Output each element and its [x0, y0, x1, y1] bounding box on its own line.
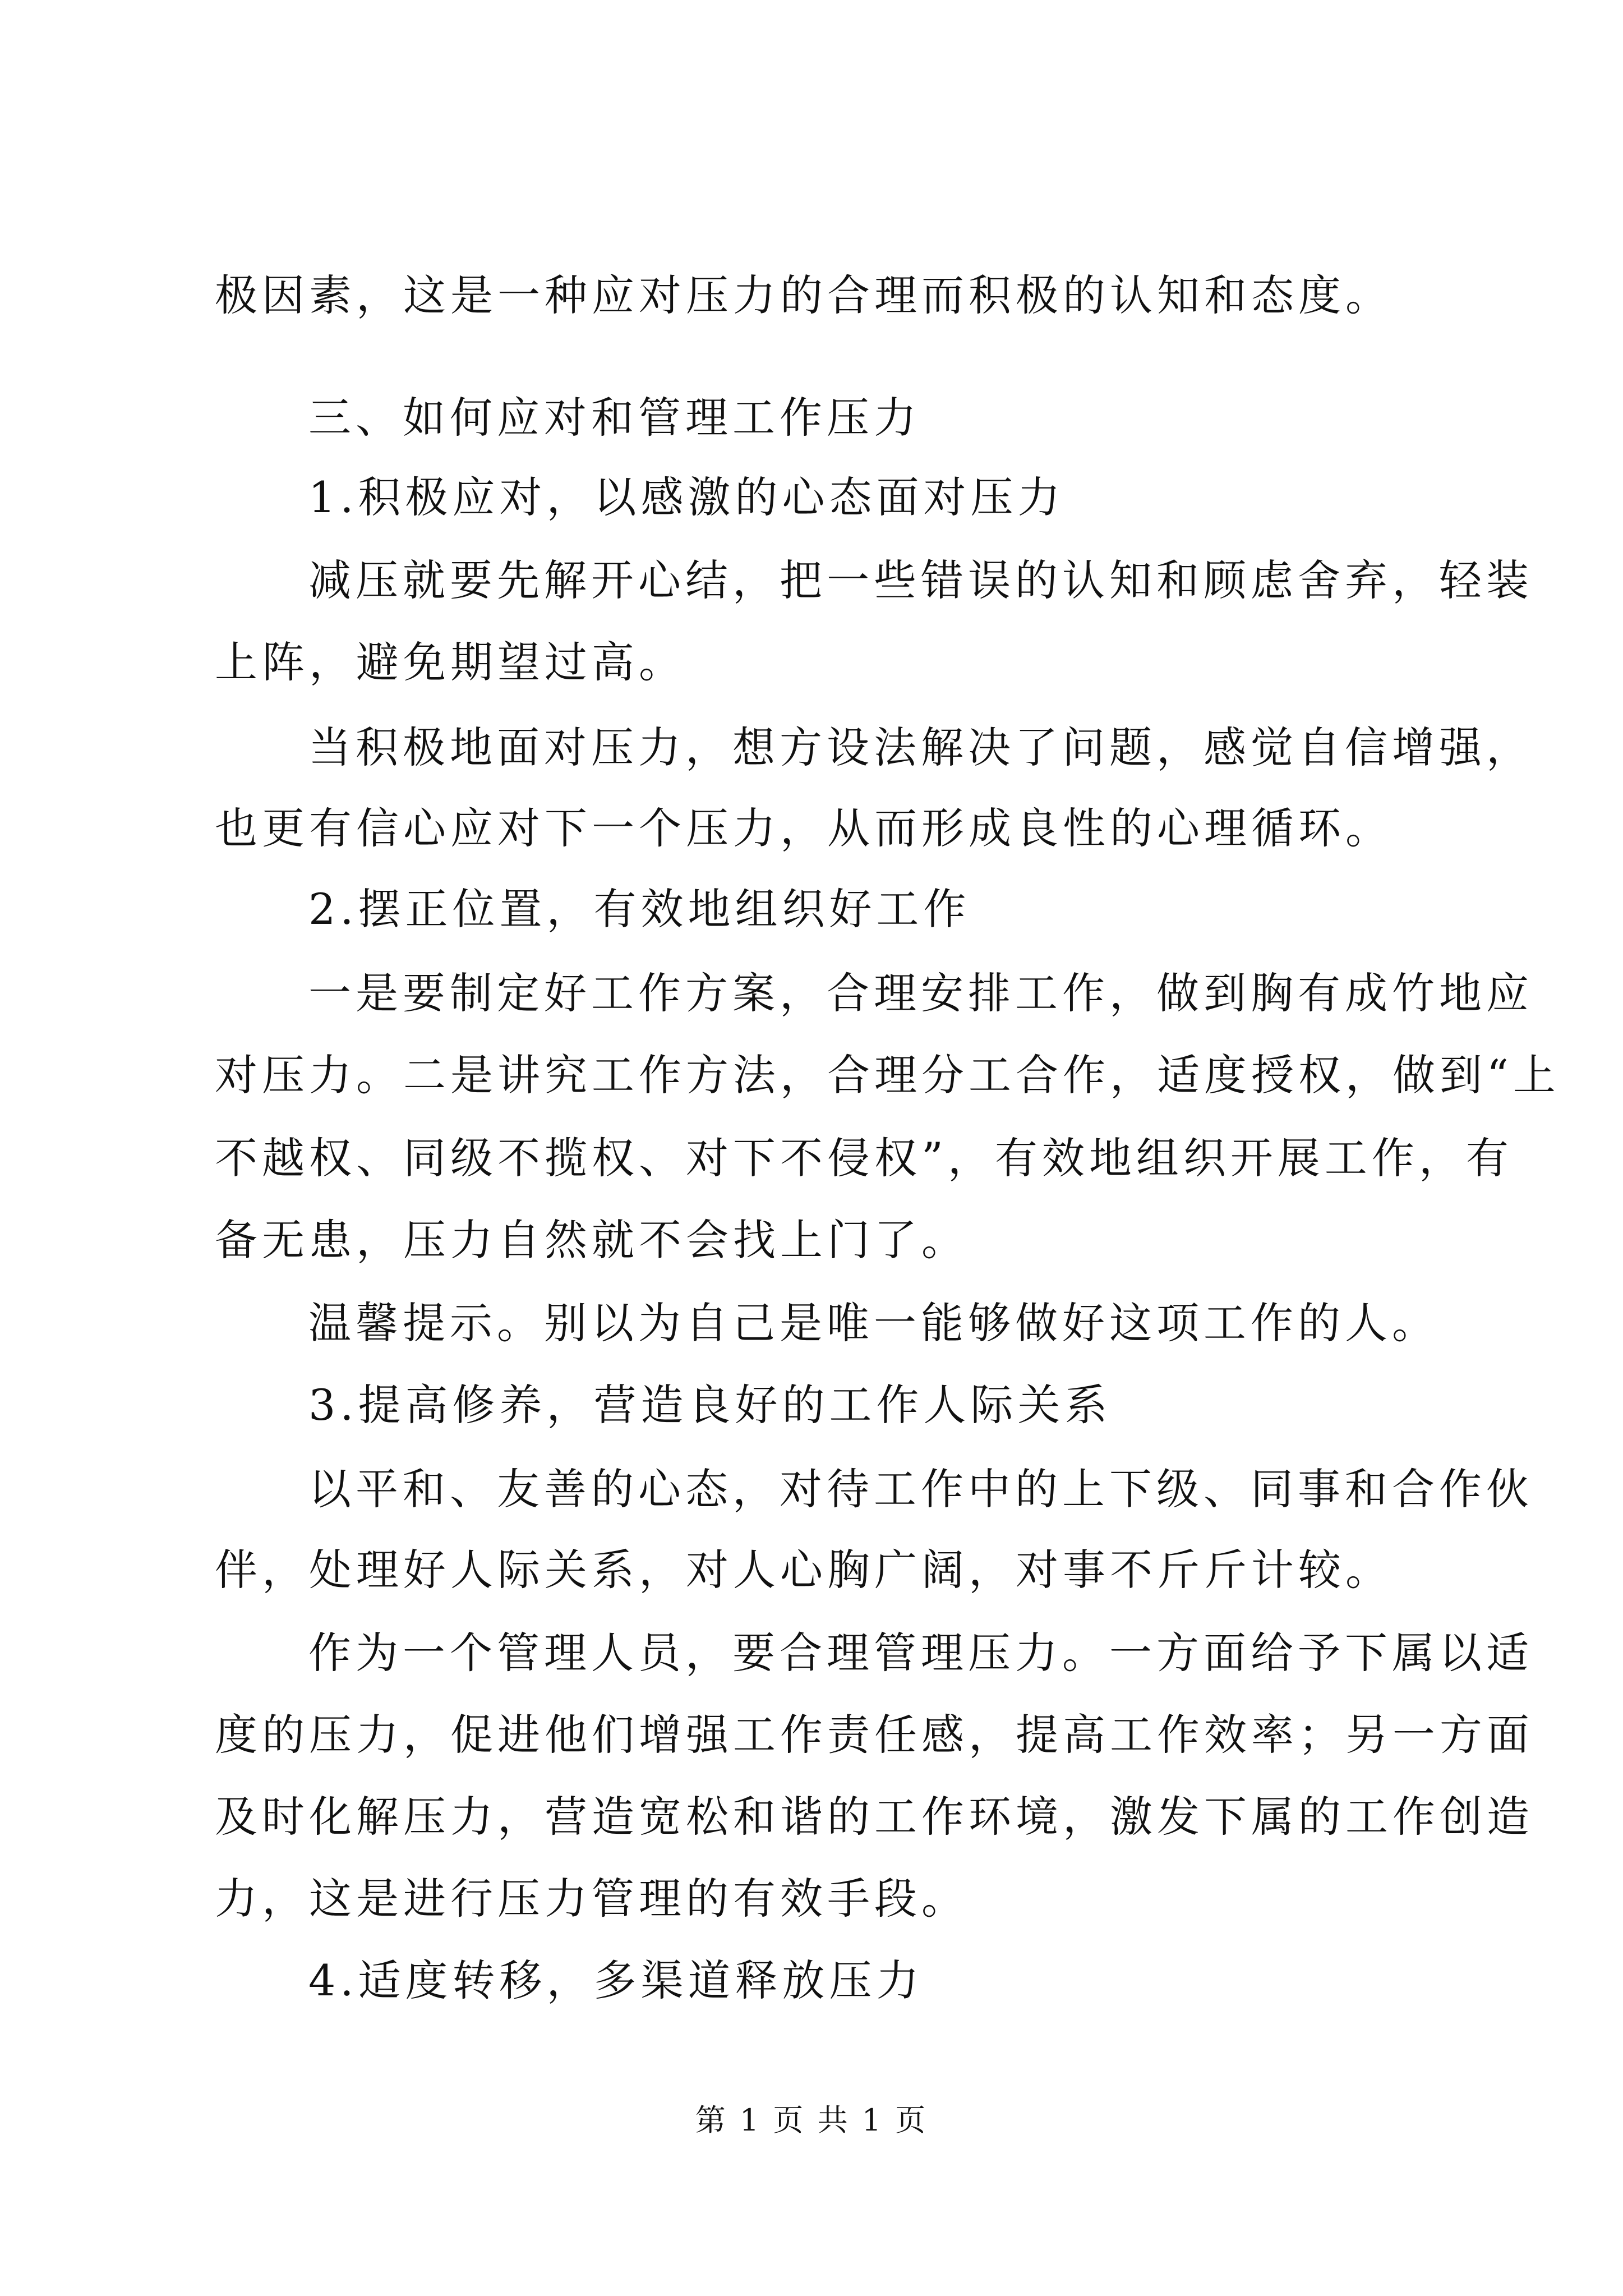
section-heading: 三、如何应对和管理工作压力	[308, 393, 921, 443]
body-text-line: 力，这是进行压力管理的有效手段。	[215, 1874, 969, 1924]
body-text-line: 以平和、友善的心态，对待工作中的上下级、同事和合作伙	[308, 1464, 1533, 1514]
body-text-line: 对压力。二是讲究工作方法，合理分工合作，适度授权，做到“上	[215, 1050, 1560, 1100]
body-text-line: 极因素，这是一种应对压力的合理而积极的认知和态度。	[215, 270, 1393, 320]
body-text-line: 伴，处理好人际关系，对人心胸广阔，对事不斤斤计较。	[215, 1545, 1393, 1595]
page-footer: 第 1 页 共 1 页	[695, 2102, 928, 2138]
subsection-heading: 1.积极应对，以感激的心态面对压力	[308, 472, 1065, 522]
body-text-line: 一是要制定好工作方案，合理安排工作，做到胸有成竹地应	[308, 968, 1533, 1018]
body-text-line: 作为一个管理人员，要合理管理压力。一方面给予下属以适	[308, 1628, 1533, 1678]
subsection-heading: 2.摆正位置，有效地组织好工作	[308, 884, 971, 934]
body-text-line: 不越权、同级不揽权、对下不侵权”，有效地组织开展工作，有	[215, 1133, 1513, 1183]
body-text-line: 减压就要先解开心结，把一些错误的认知和顾虑舍弃，轻装	[308, 555, 1533, 605]
body-text-line: 上阵，避免期望过高。	[215, 637, 686, 687]
body-text-line: 度的压力，促进他们增强工作责任感，提高工作效率；另一方面	[215, 1710, 1534, 1760]
body-text-line: 当积极地面对压力，想方设法解决了问题，感觉自信增强，	[308, 723, 1533, 772]
subsection-heading: 4.适度转移，多渠道释放压力	[308, 1955, 924, 2005]
tip-text-line: 温馨提示。别以为自己是唯一能够做好这项工作的人。	[308, 1298, 1439, 1348]
body-text-line: 及时化解压力，营造宽松和谐的工作环境，激发下属的工作创造	[215, 1792, 1534, 1842]
body-text-line: 备无患，压力自然就不会找上门了。	[215, 1215, 969, 1265]
subsection-heading: 3.提高修养，营造良好的工作人际关系	[308, 1380, 1112, 1430]
body-text-line: 也更有信心应对下一个压力，从而形成良性的心理循环。	[215, 803, 1393, 853]
